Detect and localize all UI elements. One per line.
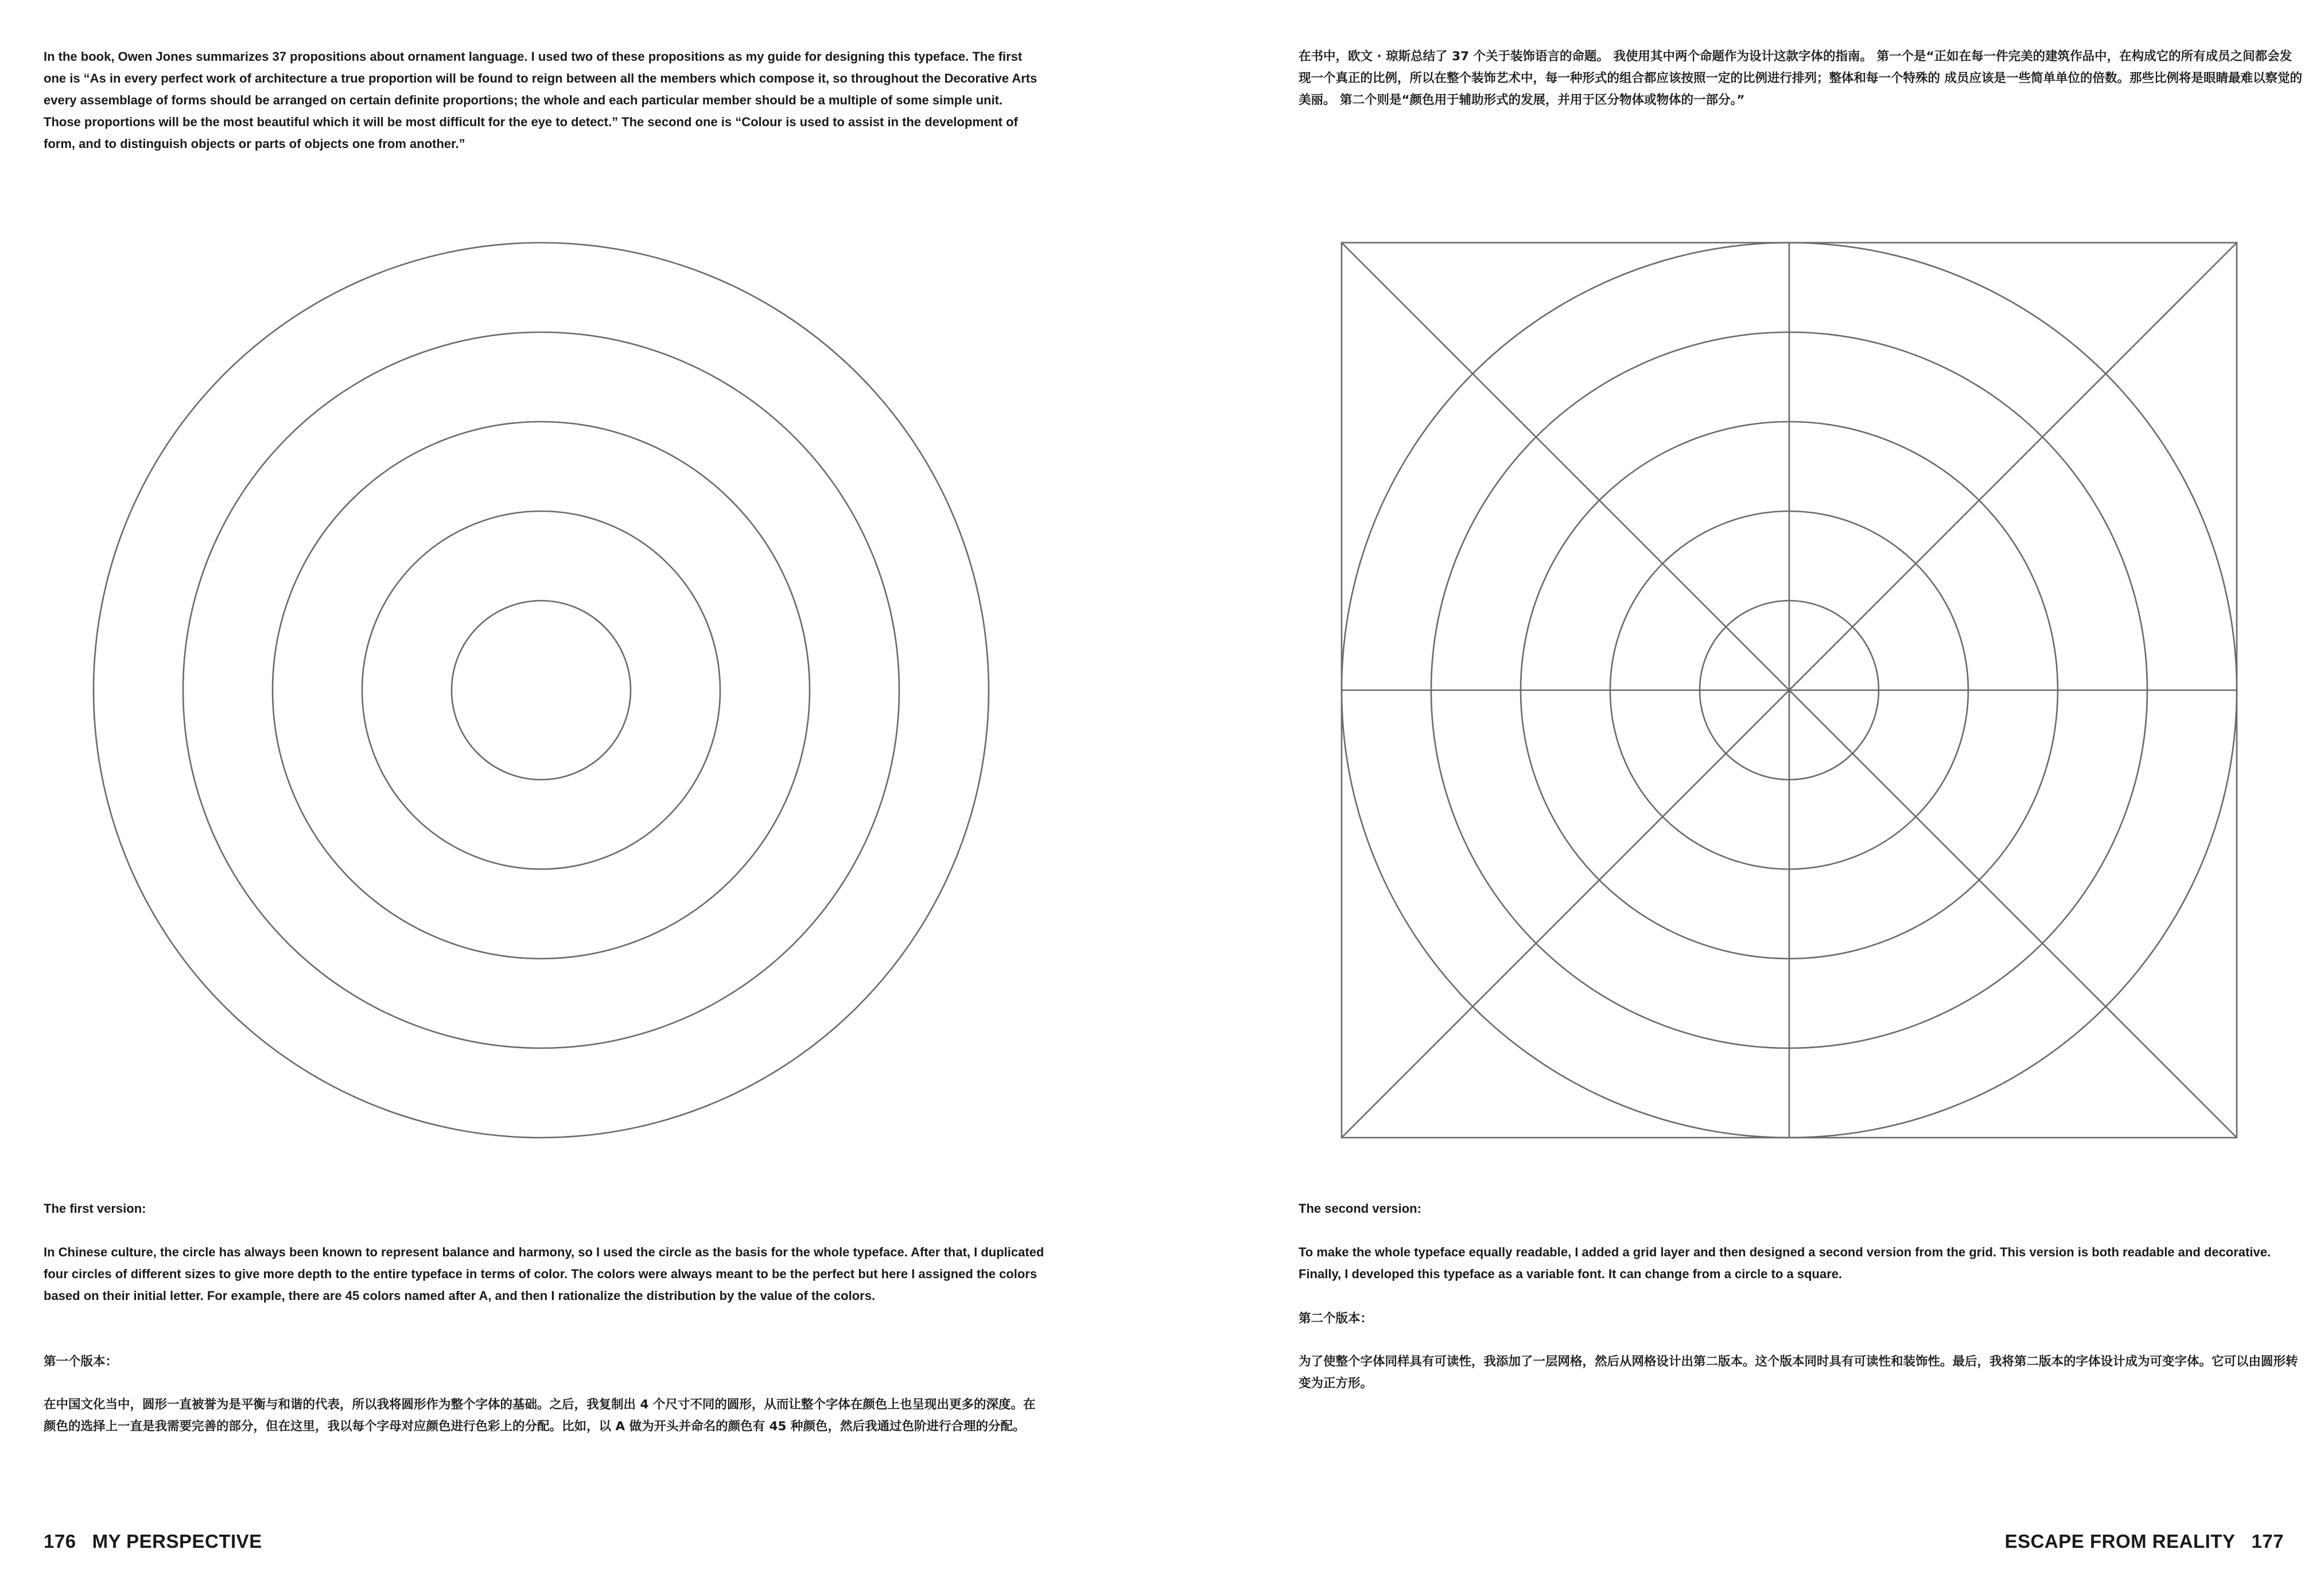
second-version-label-cn: 第二个版本： <box>1299 1311 1373 1326</box>
first-version-body-cn: 在中国文化当中，圆形一直被誉为是平衡与和谐的代表，所以我将圆形作为整个字体的基础。之后，我复制出 4 个尺寸不同的圆形，从而让整个字体在颜色上也呈现出更多的深度。在颜色的选择上一直是我需要完善的部分，但在这里，我以每个字母对应颜色进行色彩上的分配。比如，以 A 做为开头并命名的颜色有 45 种颜色，然后我通过色阶进行合理的分配。 <box>44 1398 1036 1434</box>
concentric-circles-diagram <box>91 240 992 1141</box>
page-number: 176 <box>44 1531 76 1552</box>
second-version-body-cn: 为了使整个字体同样具有可读性，我添加了一层网格，然后从网格设计出第二版本。这个版本同时具有可读性和装饰性。最后，我将第二版本的字体设计成为可变字体。它可以由圆形转变为正方形。 <box>1299 1354 2298 1391</box>
second-version-label: The second version: <box>1299 1201 1421 1216</box>
right-folio <box>2005 1531 2284 1552</box>
ring-4 <box>183 332 899 1048</box>
running-title: MY PERSPECTIVE <box>92 1531 262 1552</box>
intro-paragraph-cn: 在书中，欧文 · 琼斯总结了 37 个关于装饰语言的命题。 我使用其中两个命题作为设计这款字体的指南。 第一个是“正如在每一件完美的建筑作品中，在构成它的所有成员之间都会发现一个真正的比例，所以在整个装饰艺术中，每一种形式的组合都应该按照一定的比例进行排列；整体和每一个特殊的 成员应该是一些简单单位的倍数。那些比例将是眼睛最难以察觉的美丽。 第二个则是“颜色用于辅助形式的发展，并用于区分物体或物体的一部分。” <box>1299 49 2302 107</box>
first-version-body: In Chinese culture, the circle has always been known to represent balance and harmony, so I used the circle as the basis for the whole typeface. After that, I duplicated four circles of different sizes to give more depth to the entire typeface in terms of color. The colors were always meant to be the perfect but here I assigned the colors based on their initial letter. For example, there are 45 colors named after A, and then I rationalize the distribution by the value of the colors. <box>44 1245 1044 1303</box>
first-version-label: The first version: <box>44 1201 146 1216</box>
ring-1 <box>452 601 631 780</box>
intro-paragraph-en: In the book, Owen Jones summarizes 37 propositions about ornament language. I used two of these propositions as my guide for designing this typeface. The first one is “As in every perfect work of architecture a true proportion will be found to reign between all the members which compose it, so throughout the Decorative Arts every assemblage of forms should be arranged on certain definite proportions; the whole and each particular member should be a multiple of some simple unit. Those proportions will be the most beautiful which it will be most difficult for the eye to detect.” The second one is “Colour is used to assist in the development of form, and to distinguish objects or parts of objects one from another.” <box>44 49 1037 151</box>
grid-circles-diagram <box>1339 240 2240 1141</box>
first-version-label-cn: 第一个版本： <box>44 1354 118 1369</box>
second-version-body: To make the whole typeface equally readable, I added a grid layer and then designed a second version from the grid. This version is both readable and decorative. Finally, I developed this typeface as a variable font. It can change from a circle to a square. <box>1299 1245 2271 1281</box>
left-folio <box>44 1531 262 1552</box>
right-page <box>1162 0 2324 1592</box>
running-title: ESCAPE FROM REALITY <box>2004 1531 2236 1552</box>
ring-2 <box>362 511 720 869</box>
ring-3 <box>273 422 810 959</box>
ring-5 <box>94 243 989 1138</box>
page-number: 177 <box>2251 1531 2284 1552</box>
